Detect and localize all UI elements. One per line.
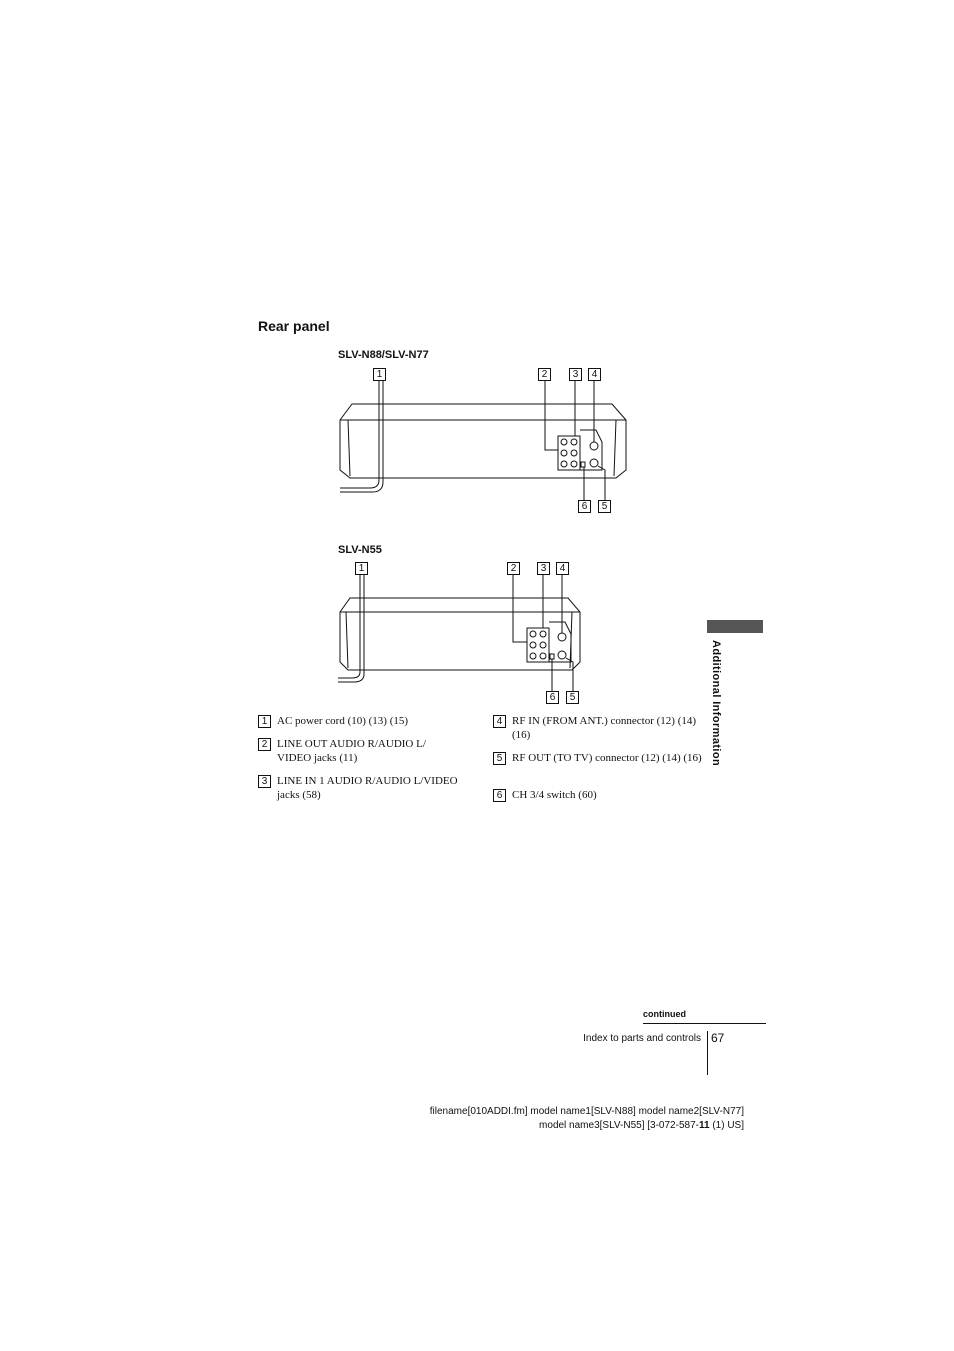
footer-rule — [643, 1023, 766, 1024]
page-title: Rear panel — [258, 318, 330, 334]
file-info-version: 11 — [698, 1120, 710, 1131]
diagram-model-label-1: SLV-N88/SLV-N77 — [338, 349, 429, 361]
legend-number: 4 — [493, 715, 506, 728]
legend-number: 1 — [258, 715, 271, 728]
legend-item-5 — [493, 751, 707, 765]
side-tab-label: Additional Information — [710, 640, 722, 767]
continued-label: continued — [643, 1009, 686, 1019]
legend-number: 6 — [493, 789, 506, 802]
callout-1: 1 — [355, 562, 368, 575]
callout-5: 5 — [598, 500, 611, 513]
callout-2: 2 — [507, 562, 520, 575]
callout-5: 5 — [566, 691, 579, 704]
legend-text: RF IN (FROM ANT.) connector (12) (14) (16) — [512, 715, 697, 741]
file-info-part: (1) US] — [709, 1120, 744, 1131]
file-info-part: model name3[SLV-N55] [3-072-587- — [539, 1120, 699, 1131]
file-info-line-2 — [400, 1119, 744, 1133]
side-tab-bar — [707, 620, 763, 633]
legend-item-3 — [258, 774, 472, 802]
footer-divider — [707, 1031, 708, 1075]
footer-section-name: Index to parts and controls — [583, 1033, 701, 1044]
legend-item-6 — [493, 788, 707, 802]
legend-number: 2 — [258, 738, 271, 751]
legend-text: RF OUT (TO TV) connector (12) (14) (16) — [512, 752, 702, 764]
legend-text: LINE IN 1 AUDIO R/AUDIO L/VIDEO jacks (58) — [277, 775, 458, 801]
file-info-line-1: filename[010ADDI.fm] model name1[SLV-N88] model name2[SLV-N77] — [429, 1106, 744, 1117]
callout-4: 4 — [588, 368, 601, 381]
callout-2: 2 — [538, 368, 551, 381]
callout-3: 3 — [569, 368, 582, 381]
legend-item-1 — [258, 714, 472, 728]
legend-number: 3 — [258, 775, 271, 788]
callout-6: 6 — [578, 500, 591, 513]
legend-text: LINE OUT AUDIO R/AUDIO L/ VIDEO jacks (11) — [277, 738, 426, 764]
diagram-model-label-2: SLV-N55 — [338, 544, 382, 556]
callout-4: 4 — [556, 562, 569, 575]
legend-item-4 — [493, 714, 707, 742]
callout-6: 6 — [546, 691, 559, 704]
callout-3: 3 — [537, 562, 550, 575]
callout-1: 1 — [373, 368, 386, 381]
page-number: 67 — [711, 1031, 725, 1045]
legend-text: AC power cord (10) (13) (15) — [277, 715, 409, 727]
legend-text: CH 3/4 switch (60) — [512, 789, 597, 801]
legend-number: 5 — [493, 752, 506, 765]
legend-item-2 — [258, 737, 447, 765]
